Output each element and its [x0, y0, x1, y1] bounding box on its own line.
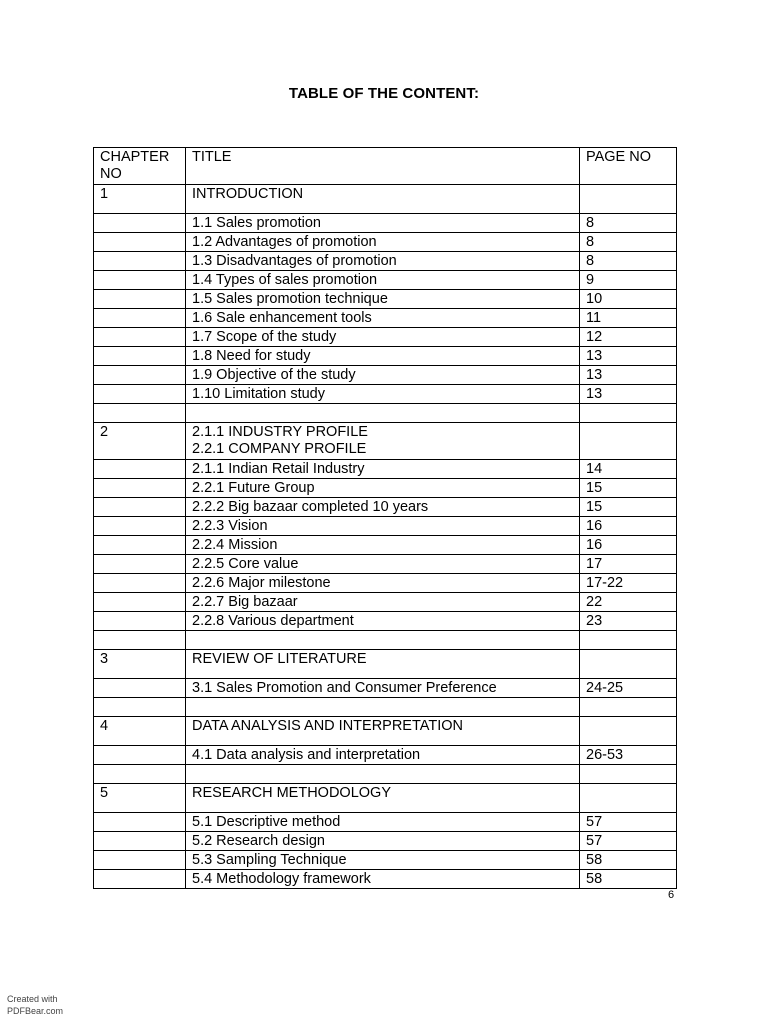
section-page: 16 — [580, 517, 677, 536]
empty-cell — [94, 765, 186, 784]
empty-cell — [186, 631, 580, 650]
section-title: 5.3 Sampling Technique — [186, 851, 580, 870]
table-row — [94, 460, 677, 479]
section-title: 1.2 Advantages of promotion — [186, 233, 580, 252]
section-page: 58 — [580, 870, 677, 889]
contents-table-body — [94, 148, 677, 889]
section-title: 2.2.8 Various department — [186, 612, 580, 631]
section-page: 8 — [580, 233, 677, 252]
empty-cell — [94, 271, 186, 290]
empty-cell — [580, 698, 677, 717]
empty-cell — [580, 765, 677, 784]
table-row — [94, 366, 677, 385]
table-row — [94, 555, 677, 574]
section-page: 22 — [580, 593, 677, 612]
section-page: 23 — [580, 612, 677, 631]
chapter-number: 4 — [94, 717, 186, 746]
spacer-row — [94, 631, 677, 650]
section-title: 2.2.3 Vision — [186, 517, 580, 536]
section-page: 9 — [580, 271, 677, 290]
section-title: 3.1 Sales Promotion and Consumer Preference — [186, 679, 580, 698]
spacer-row — [94, 765, 677, 784]
chapter-heading: REVIEW OF LITERATURE — [192, 651, 367, 667]
empty-cell — [94, 574, 186, 593]
chapter-heading: DATA ANALYSIS AND INTERPRETATION — [192, 718, 463, 734]
section-title: 2.2.2 Big bazaar completed 10 years — [186, 498, 580, 517]
chapter-row — [94, 423, 677, 460]
footer-watermark — [7, 993, 63, 1017]
empty-cell — [94, 233, 186, 252]
table-row — [94, 517, 677, 536]
empty-cell — [94, 385, 186, 404]
section-title: 5.2 Research design — [186, 832, 580, 851]
section-title: 2.2.6 Major milestone — [186, 574, 580, 593]
section-title: 1.5 Sales promotion technique — [186, 290, 580, 309]
table-row — [94, 746, 677, 765]
section-title: 2.2.1 Future Group — [186, 479, 580, 498]
empty-cell — [580, 185, 677, 214]
empty-cell — [94, 290, 186, 309]
section-title: 5.4 Methodology framework — [186, 870, 580, 889]
chapter-heading: INTRODUCTION — [192, 186, 304, 202]
page-title: TABLE OF THE CONTENT: — [288, 85, 480, 102]
table-header-row — [94, 148, 677, 185]
section-title: 2.2.5 Core value — [186, 555, 580, 574]
table-row — [94, 498, 677, 517]
empty-cell — [580, 650, 677, 679]
table-row — [94, 252, 677, 271]
table-row — [94, 851, 677, 870]
empty-cell — [186, 765, 580, 784]
empty-cell — [94, 612, 186, 631]
section-page: 16 — [580, 536, 677, 555]
table-row — [94, 290, 677, 309]
title-header: TITLE — [186, 148, 580, 185]
chapter-row — [94, 650, 677, 679]
section-page: 8 — [580, 252, 677, 271]
table-row — [94, 479, 677, 498]
section-page: 8 — [580, 214, 677, 233]
contents-table — [93, 147, 677, 889]
empty-cell — [94, 214, 186, 233]
chapter-number: 3 — [94, 650, 186, 679]
table-row — [94, 574, 677, 593]
empty-cell — [94, 593, 186, 612]
empty-cell — [94, 631, 186, 650]
empty-cell — [94, 832, 186, 851]
section-title: 1.7 Scope of the study — [186, 328, 580, 347]
page-header: PAGE NO — [580, 148, 677, 185]
empty-cell — [94, 498, 186, 517]
empty-cell — [94, 479, 186, 498]
section-title: 2.2.4 Mission — [186, 536, 580, 555]
empty-cell — [580, 423, 677, 460]
empty-cell — [94, 328, 186, 347]
empty-cell — [580, 404, 677, 423]
empty-cell — [94, 366, 186, 385]
section-page: 12 — [580, 328, 677, 347]
empty-cell — [94, 679, 186, 698]
empty-cell — [94, 870, 186, 889]
spacer-row — [94, 404, 677, 423]
chapter-heading-cell — [186, 185, 580, 214]
empty-cell — [94, 851, 186, 870]
section-title: 1.9 Objective of the study — [186, 366, 580, 385]
table-row — [94, 347, 677, 366]
section-page: 15 — [580, 479, 677, 498]
spacer-row — [94, 698, 677, 717]
section-page: 17-22 — [580, 574, 677, 593]
section-page: 11 — [580, 309, 677, 328]
section-page: 17 — [580, 555, 677, 574]
empty-cell — [94, 813, 186, 832]
section-page: 24-25 — [580, 679, 677, 698]
empty-cell — [94, 536, 186, 555]
chapter-row — [94, 784, 677, 813]
section-title: 4.1 Data analysis and interpretation — [186, 746, 580, 765]
section-page: 57 — [580, 832, 677, 851]
table-row — [94, 870, 677, 889]
empty-cell — [94, 347, 186, 366]
empty-cell — [580, 784, 677, 813]
chapter-number: 1 — [94, 185, 186, 214]
table-row — [94, 536, 677, 555]
page-number: 6 — [668, 889, 675, 901]
empty-cell — [94, 309, 186, 328]
section-title: 1.8 Need for study — [186, 347, 580, 366]
chapter-row — [94, 717, 677, 746]
section-page: 13 — [580, 385, 677, 404]
section-title: 1.4 Types of sales promotion — [186, 271, 580, 290]
section-page: 13 — [580, 347, 677, 366]
section-page: 13 — [580, 366, 677, 385]
section-page: 15 — [580, 498, 677, 517]
section-title: 1.1 Sales promotion — [186, 214, 580, 233]
table-row — [94, 385, 677, 404]
footer-line-1: Created with — [7, 994, 58, 1004]
chapter-row — [94, 185, 677, 214]
empty-cell — [94, 252, 186, 271]
table-row — [94, 328, 677, 347]
table-row — [94, 214, 677, 233]
empty-cell — [580, 717, 677, 746]
empty-cell — [94, 517, 186, 536]
table-row — [94, 679, 677, 698]
section-page: 26-53 — [580, 746, 677, 765]
section-title: 1.10 Limitation study — [186, 385, 580, 404]
chapter-heading: 2.2.1 COMPANY PROFILE — [192, 441, 367, 457]
section-title: 2.2.7 Big bazaar — [186, 593, 580, 612]
chapter-number: 5 — [94, 784, 186, 813]
section-page: 14 — [580, 460, 677, 479]
table-row — [94, 612, 677, 631]
chapter-heading-cell — [186, 650, 580, 679]
table-row — [94, 271, 677, 290]
empty-cell — [186, 698, 580, 717]
footer-line-2: PDFBear.com — [7, 1006, 64, 1016]
section-title: 5.1 Descriptive method — [186, 813, 580, 832]
table-row — [94, 832, 677, 851]
empty-cell — [94, 460, 186, 479]
empty-cell — [94, 698, 186, 717]
section-title: 1.3 Disadvantages of promotion — [186, 252, 580, 271]
table-row — [94, 309, 677, 328]
section-page: 57 — [580, 813, 677, 832]
empty-cell — [94, 404, 186, 423]
chapter-heading-cell — [186, 784, 580, 813]
chapter-heading-cell — [186, 423, 580, 460]
section-page: 10 — [580, 290, 677, 309]
chapter-number: 2 — [94, 423, 186, 460]
table-row — [94, 593, 677, 612]
chapter-heading: 2.1.1 INDUSTRY PROFILE — [192, 424, 368, 440]
section-title: 2.1.1 Indian Retail Industry — [186, 460, 580, 479]
empty-cell — [94, 555, 186, 574]
chapter-header: CHAPTER NO — [94, 148, 186, 185]
empty-cell — [94, 746, 186, 765]
section-title: 1.6 Sale enhancement tools — [186, 309, 580, 328]
table-row — [94, 233, 677, 252]
empty-cell — [580, 631, 677, 650]
chapter-heading-cell — [186, 717, 580, 746]
empty-cell — [186, 404, 580, 423]
chapter-heading: RESEARCH METHODOLOGY — [192, 785, 391, 801]
table-row — [94, 813, 677, 832]
section-page: 58 — [580, 851, 677, 870]
